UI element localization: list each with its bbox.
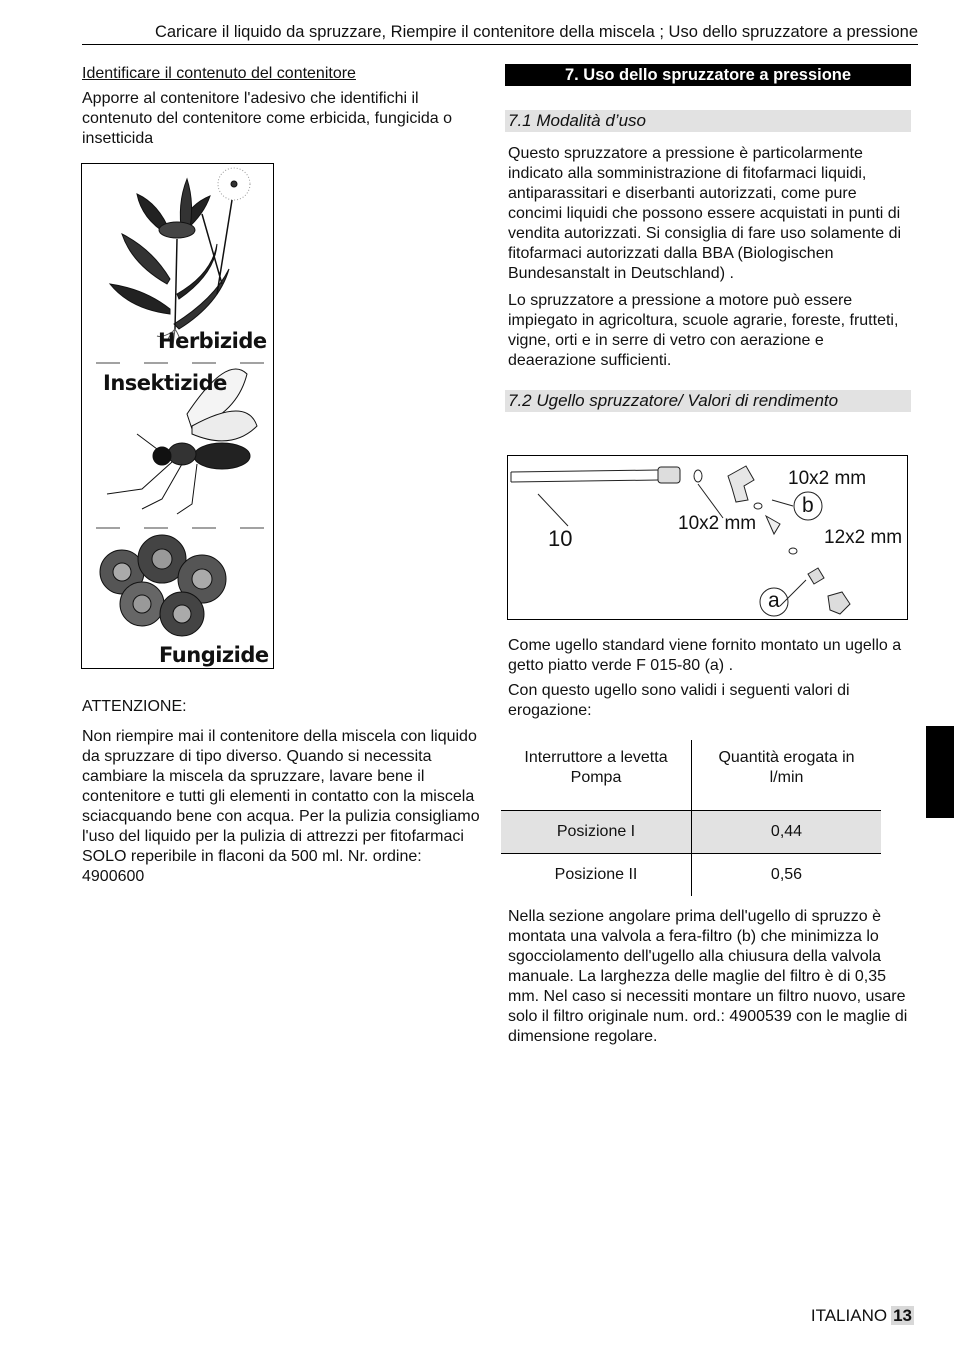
label-size-10x2-top: 10x2 mm [788, 468, 867, 489]
standard-nozzle-text: Come ugello standard viene fornito montato un ugello a getto piatto verde F 015-80 (a) . [508, 637, 902, 674]
fungi-illustration [100, 535, 226, 636]
label-herbizide: Herbizide [158, 329, 267, 353]
page-footer [811, 1305, 914, 1327]
section-title: 7. Uso dello spruzzatore a pressione [505, 64, 911, 86]
values-intro-text: Con questo ugello sono validi i seguenti valori di erogazione: [508, 682, 850, 719]
footer-language: ITALIANO [810, 1306, 888, 1325]
label-a: a [768, 589, 780, 612]
warning-text: Non riempire mai il contenitore della miscela con liquido da spruzzare di tipo diverso. Quando si necessita cambiare la miscela da spruzzare, lavare bene il contenitore e tutti gli elementi in contatto con la miscela sciacquando bene con acqua. Per la pulizia consigliamo l'uso del liquido per la pulizia di attrezzi per fitofarmaci SOLO reperibile in flaconi da 500 ml. Nr. ordine: 4900600 [82, 728, 480, 885]
table-header-row [501, 740, 881, 811]
language-edge-tab [926, 726, 954, 818]
nozzle-diagram [507, 455, 908, 620]
identify-intro: Apporre al contenitore l'adesivo che identifichi il contenuto del contenitore come erbicida, fungicida o insetticida [82, 90, 453, 147]
dandelion-illustration [110, 168, 250, 345]
label-fungizide: Fungizide [159, 643, 269, 667]
label-b: b [802, 494, 814, 517]
filter-valve-text: Nella sezione angolare prima dell'ugello di spruzzo è montata una valvola a fera-filtro (b) che minimizza lo sgocciolamento dell'ugello alla chiusura della valvola manuale. La larghezza delle maglie del filtro è di 0,35 mm. Nel caso si necessiti montare un filtro nuovo, usare solo il filtro originale num. ord.: 4900539 con le maglie di dimensione regolare. [508, 908, 908, 1045]
table-cell-position: Posizione II [501, 854, 692, 897]
pesticide-label-poster [81, 163, 274, 669]
usage-paragraph-2: Lo spruzzatore a pressione a motore può essere impiegato in agricoltura, scuole agrarie, foreste, frutteti, vigne, orti e in serre di vetro con aerazione e deaerazione sufficienti. [508, 292, 899, 369]
usage-paragraph-1: Questo spruzzatore a pressione è particolarmente indicato alla somministrazione di fitofarmaci liquidi, antiparassitari e diserbanti autorizzati, come pure concimi liquidi che possono essere acquistati in punti di vendita autorizzati. Si consiglia di fare uso solamente di fitofarmaci autorizzati dalla BBA (Biologischen Bundesanstalt in Deutschland) . [508, 145, 902, 282]
table-cell-value: 0,44 [692, 811, 882, 854]
warning-title: ATTENZIONE: [82, 698, 187, 715]
table-cell-position: Posizione I [501, 811, 692, 854]
label-size-12x2: 12x2 mm [824, 527, 903, 548]
table-cell-value: 0,56 [770, 866, 803, 883]
table-row [501, 811, 881, 854]
pesticide-illustrations [82, 164, 273, 668]
label-10: 10 [548, 526, 573, 551]
page-number: 13 [893, 1306, 912, 1325]
table-header-switch: Interruttore a levetta Pompa [501, 740, 692, 811]
label-size-10x2-mid: 10x2 mm [678, 513, 757, 534]
flow-rate-table [501, 740, 881, 896]
table-row [501, 854, 881, 897]
page-header: Caricare il liquido da spruzzare, Riempire il contenitore della miscela ; Uso dello spruzzatore a pressione [82, 22, 918, 45]
table-header-quantity: Quantità erogata in l/min [692, 740, 882, 811]
subsection-7-1-title: 7.1 Modalità d’uso [505, 110, 911, 132]
label-insektizide: Insektizide [103, 371, 227, 395]
identify-heading: Identificare il contenuto del contenitore [82, 65, 356, 82]
subsection-7-2-title: 7.2 Ugello spruzzatore/ Valori di rendimento [505, 390, 911, 412]
